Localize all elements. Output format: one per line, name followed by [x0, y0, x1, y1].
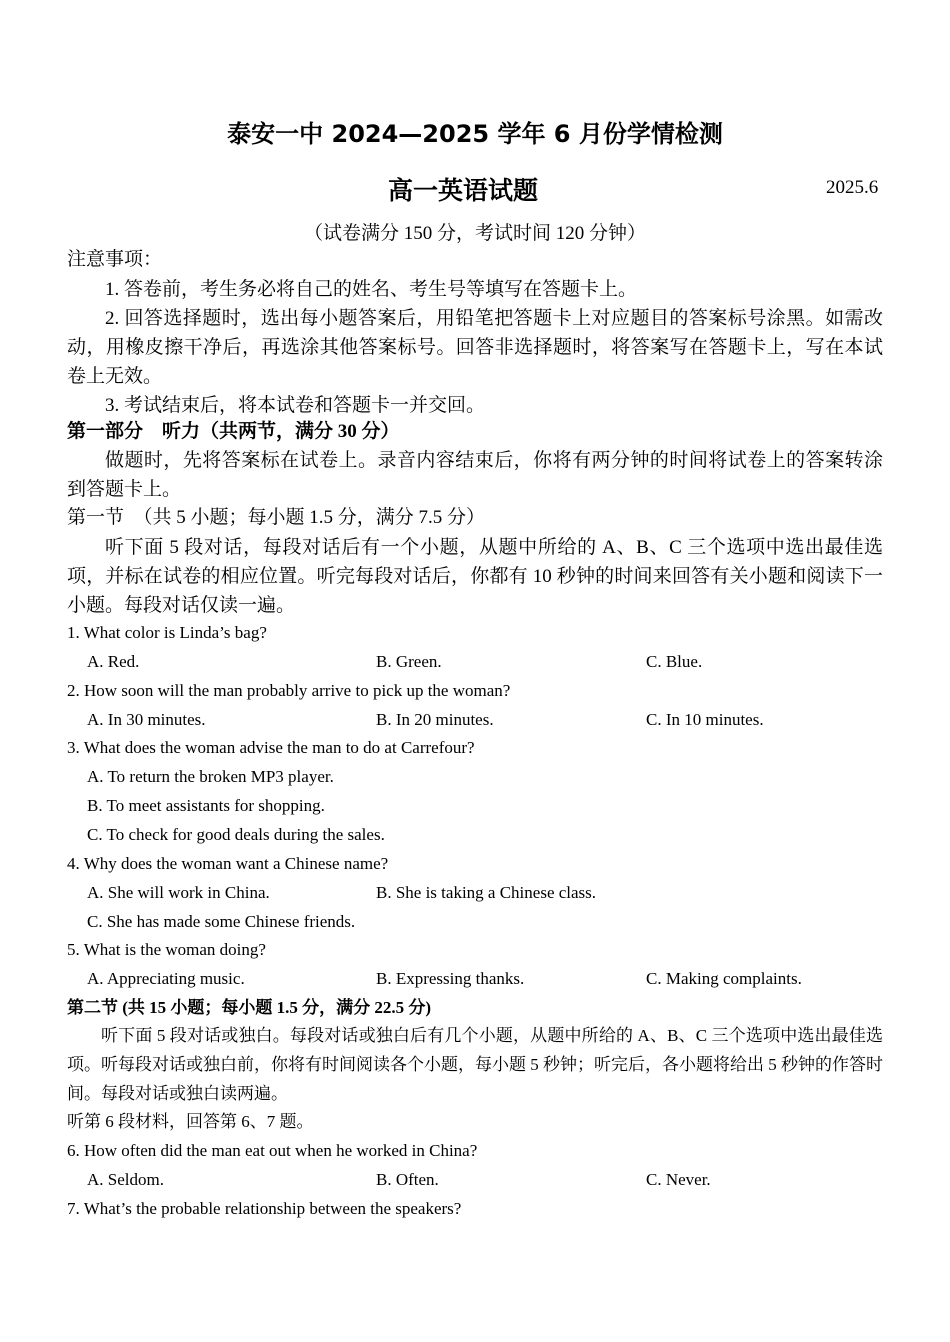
section1-intro: 听下面 5 段对话，每段对话后有一个小题，从题中所给的 A、B、C 三个选项中选出最佳选项，并标在试卷的相应位置。听完每段对话后，你都有 10 秒钟的时间来回答有关小题和阅读下一小题。每段对话仅读一遍。 [67, 537, 883, 616]
exam-date: 2025.6 [826, 177, 879, 198]
exam-subtitle: 高一英语试题 [387, 176, 538, 205]
q2-option-a: A. In 30 minutes. [87, 710, 206, 729]
section2-heading: 第二节 (共 15 小题；每小题 1.5 分，满分 22.5 分) [67, 998, 432, 1017]
q3-option-c: C. To check for good deals during the sales. [87, 825, 385, 844]
q5-option-b: B. Expressing thanks. [376, 969, 525, 988]
q1-option-c: C. Blue. [646, 652, 703, 671]
q4-option-b: B. She is taking a Chinese class. [376, 883, 597, 902]
question-7: 7. What’s the probable relationship between the speakers? [67, 1199, 462, 1218]
notice-item-1: 1. 答卷前，考生务必将自己的姓名、考生号等填写在答题卡上。 [105, 279, 638, 300]
q6-option-c: C. Never. [646, 1170, 711, 1189]
question-6: 6. How often did the man eat out when he worked in China? [67, 1141, 478, 1160]
question-1: 1. What color is Linda’s bag? [67, 623, 267, 642]
question-3: 3. What does the woman advise the man to do at Carrefour? [67, 738, 475, 757]
notice-item-3: 3. 考试结束后，将本试卷和答题卡一并交回。 [105, 395, 486, 416]
q6-option-b: B. Often. [376, 1170, 439, 1189]
exam-title: 泰安一中 2024—2025 学年 6 月份学情检测 [227, 120, 723, 148]
q6-option-a: A. Seldom. [87, 1170, 164, 1189]
notice-heading: 注意事项： [67, 249, 163, 270]
notice-item-2: 2. 回答选择题时，选出每小题答案后，用铅笔把答题卡上对应题目的答案标号涂黑。如需改动，用橡皮擦干净后，再选涂其他答案标号。回答非选择题时，将答案写在答题卡上，写在本试卷上无效。 [67, 308, 883, 387]
q2-option-c: C. In 10 minutes. [646, 710, 764, 729]
part1-heading: 第一部分 听力（共两节，满分 30 分） [67, 421, 400, 442]
exam-scoring-note: （试卷满分 150 分，考试时间 120 分钟） [303, 223, 646, 244]
q2-option-b: B. In 20 minutes. [376, 710, 494, 729]
q1-option-b: B. Green. [376, 652, 442, 671]
q5-option-a: A. Appreciating music. [87, 969, 245, 988]
q3-option-a: A. To return the broken MP3 player. [87, 767, 334, 786]
q1-option-a: A. Red. [87, 652, 140, 671]
q4-option-a: A. She will work in China. [87, 883, 270, 902]
material-6-instruction: 听第 6 段材料，回答第 6、7 题。 [67, 1112, 314, 1131]
section2-intro: 听下面 5 段对话或独白。每段对话或独白后有几个小题，从题中所给的 A、B、C 三个选项中选出最佳选项。听每段对话或独白前，你将有时间阅读各个小题，每小题 5 秒钟；听完后，各小题将给出 5 秒钟的作答时间。每段对话或独白读两遍。 [67, 1026, 883, 1103]
part1-intro: 做题时，先将答案标在试卷上。录音内容结束后，你将有两分钟的时间将试卷上的答案转涂到答题卡上。 [67, 450, 883, 500]
q4-option-c: C. She has made some Chinese friends. [87, 912, 356, 931]
q3-option-b: B. To meet assistants for shopping. [87, 796, 325, 815]
section1-heading: 第一节 （共 5 小题；每小题 1.5 分，满分 7.5 分） [67, 507, 486, 528]
q5-option-c: C. Making complaints. [646, 969, 802, 988]
question-4: 4. Why does the woman want a Chinese name? [67, 854, 389, 873]
question-2: 2. How soon will the man probably arrive to pick up the woman? [67, 681, 511, 700]
question-5: 5. What is the woman doing? [67, 940, 266, 959]
